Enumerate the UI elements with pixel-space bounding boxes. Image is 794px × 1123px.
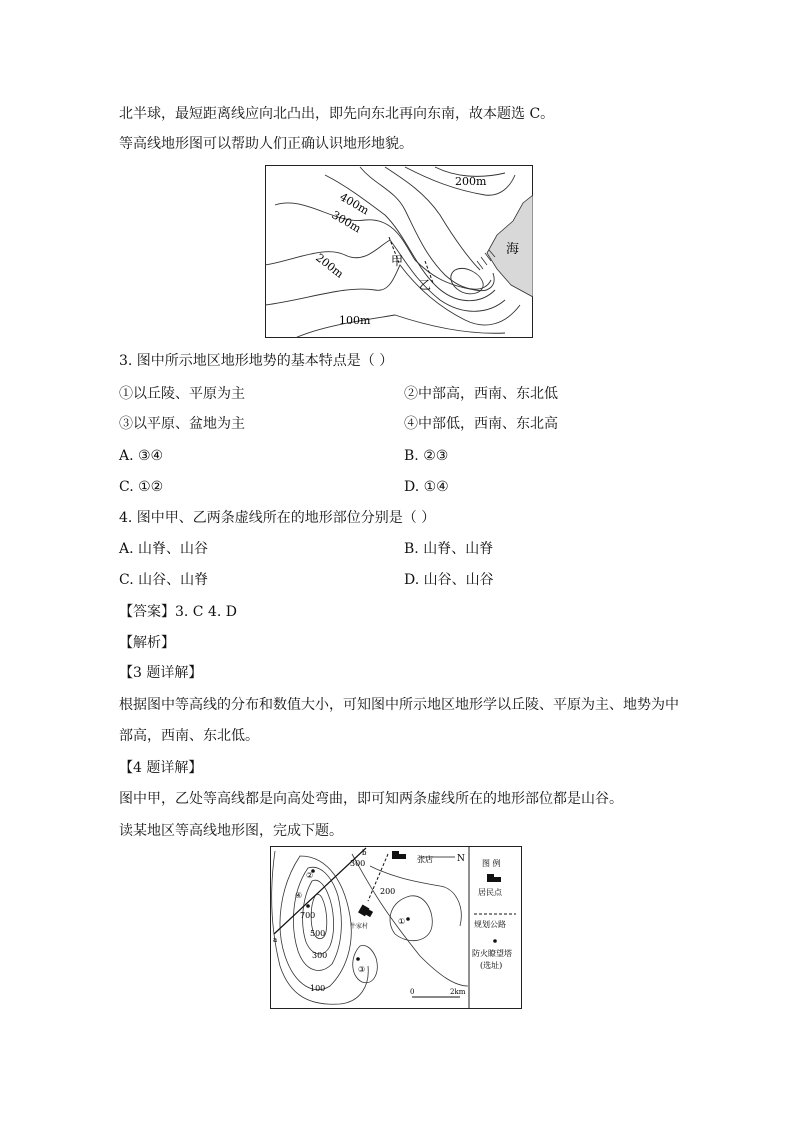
q3-statement-2: ②中部高，西南、东北低 [404, 386, 558, 402]
road-end-b: b [362, 849, 367, 857]
q4-option-a[interactable]: A. 山脊、山谷 [119, 541, 209, 557]
contour-label-200-top: 200m [455, 175, 487, 188]
detail-3-line-2: 部高，西南、东北低。 [119, 728, 259, 744]
road-end-a: a [273, 936, 278, 944]
label-jia: 甲 [391, 254, 404, 268]
detail-3-line-1: 根据图中等高线的分布和数值大小，可知图中所示地区地形学以丘陵、平原为主、地势为中 [119, 697, 679, 713]
intro-line-2: 等高线地形图可以帮助人们正确认识地形地貌。 [119, 136, 413, 152]
q3-option-d[interactable]: D. ①④ [404, 479, 449, 495]
label-sea: 海 [506, 242, 520, 257]
legend-title: 图 例 [482, 859, 501, 868]
contour-label-500: 500 [310, 929, 326, 938]
label-yi: 乙 [419, 278, 432, 292]
north-label: N [457, 854, 465, 864]
q3-statement-4: ④中部低，西南、东北高 [404, 416, 558, 432]
contour-map-1 [265, 165, 533, 338]
scale-label-0: 0 [410, 988, 415, 996]
intro-line-1: 北半球，最短距离线应向北凸出，即先向东北再向东南，故本题选 C。 [119, 106, 555, 122]
q3-option-b[interactable]: B. ②③ [404, 448, 449, 464]
q3-stem: 3. 图中所示地区地形地势的基本特点是（ ） [119, 353, 394, 369]
contour-label-100: 100 [310, 984, 326, 993]
detail-4-line-1: 图中甲，乙处等高线都是向高处弯曲，即可知两条虚线所在的地形部位都是山谷。 [119, 791, 623, 807]
tower-label-4: ④ [295, 891, 303, 900]
scale-label-2km: 2km [450, 988, 466, 996]
q4-option-d[interactable]: D. 山谷、山谷 [404, 572, 494, 588]
answer-line: 【答案】3. C 4. D [119, 604, 238, 620]
detail-4-heading: 【4 题详解】 [119, 760, 203, 776]
tower-label-3: ③ [358, 965, 366, 974]
q3-statement-3: ③以平原、盆地为主 [119, 416, 245, 432]
village-label-niujiacun: 牛家村 [350, 923, 369, 930]
contour-label-300-left: 300 [312, 951, 328, 960]
q4-option-c[interactable]: C. 山谷、山脊 [119, 572, 209, 588]
q4-stem: 4. 图中甲、乙两条虚线所在的地形部位分别是（ ） [119, 510, 436, 526]
legend-tower-site: (选址) [480, 961, 503, 970]
contour-label-200-left: 200m [313, 251, 346, 281]
settlement-icon-zhangdian [392, 851, 399, 859]
q3-statement-1: ①以丘陵、平原为主 [119, 386, 245, 402]
legend-road: 规划公路 [474, 920, 506, 929]
legend-settlement: 居民点 [478, 888, 502, 897]
tower-label-2: ② [306, 871, 314, 880]
legend-tower: 防火瞭望塔 [472, 949, 512, 958]
contour-label-100: 100m [339, 314, 371, 327]
q3-option-a[interactable]: A. ③④ [119, 448, 164, 464]
analysis-heading: 【解析】 [119, 635, 175, 651]
detail-3-heading: 【3 题详解】 [119, 665, 203, 681]
tower-label-1: ① [398, 917, 406, 926]
contour-label-300-top: 300 [350, 859, 366, 868]
contour-map-2 [270, 846, 522, 1009]
contour-label-200: 200 [380, 887, 396, 896]
contour-label-400: 400m [337, 190, 372, 218]
contour-label-300: 300m [329, 208, 364, 236]
q3-option-c[interactable]: C. ①② [119, 479, 164, 495]
q4-option-b[interactable]: B. 山脊、山脊 [404, 541, 494, 557]
next-question-intro: 读某地区等高线地形图，完成下题。 [119, 823, 343, 839]
contour-label-700: 700 [300, 911, 316, 920]
village-label-zhangdian: 张店 [417, 855, 433, 864]
